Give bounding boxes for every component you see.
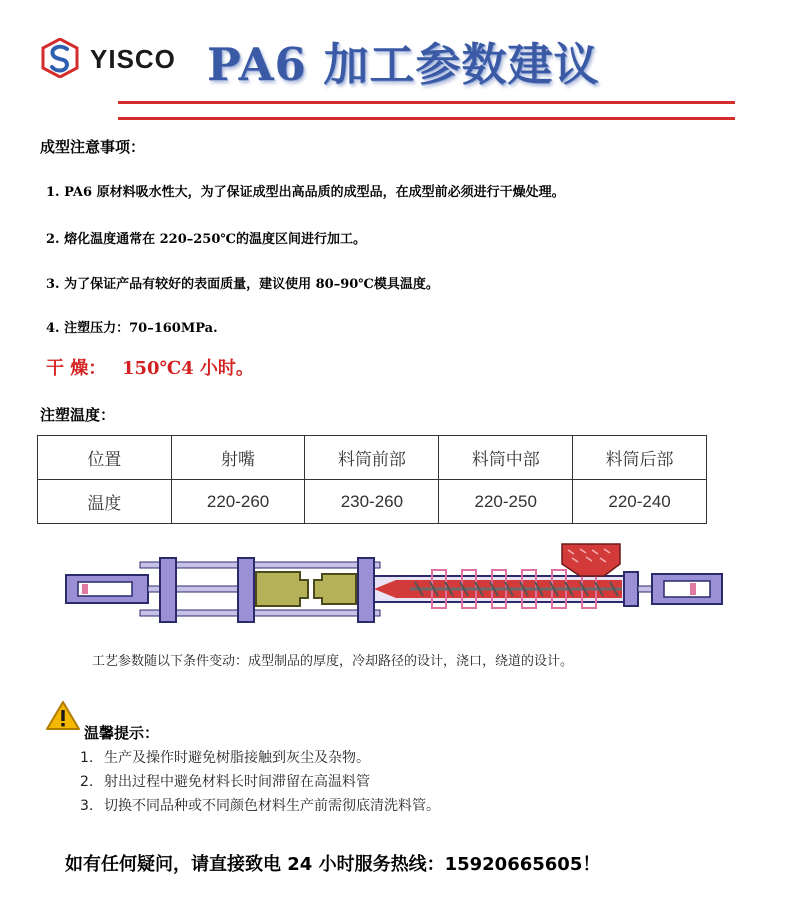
table-cell: 料筒前部 (305, 436, 439, 480)
table-cell: 料筒后部 (573, 436, 707, 480)
table-cell: 220-260 (171, 480, 305, 524)
header-divider (118, 117, 735, 120)
table-cell: 位置 (38, 436, 172, 480)
header-divider (118, 101, 735, 104)
drying-label: 干 燥： (46, 358, 107, 379)
table-cell: 射嘴 (171, 436, 305, 480)
page-title: PA6 加工参数建议 (207, 38, 600, 91)
note-item: 1. PA6 原材料吸水性大，为了保证成型出高品质的成型品，在成型前必须进行干燥处理。 (46, 185, 565, 200)
table-cell: 温度 (38, 480, 172, 524)
drying-condition (46, 354, 254, 380)
service-hotline: 如有任何疑问，请直接致电 24 小时服务热线：15920665605！ (65, 854, 601, 875)
temperature-table (37, 435, 707, 524)
tips-heading: 温馨提示： (84, 724, 160, 742)
table-cell: 料筒中部 (439, 436, 573, 480)
table-row (38, 480, 707, 524)
warning-icon (45, 700, 81, 732)
note-item: 2. 熔化温度通常在 220–250℃的温度区间进行加工。 (46, 232, 366, 247)
table-header-row (38, 436, 707, 480)
note-item: 4. 注塑压力：70–160MPa. (46, 321, 218, 336)
diagram-caption: 工艺参数随以下条件变动：成型制品的厚度，冷却路径的设计，浇口，绕道的设计。 (92, 654, 574, 669)
list-item: 2. 射出过程中避免材料长时间滞留在高温料管 (80, 774, 370, 790)
table-cell: 230-260 (305, 480, 439, 524)
temperature-heading: 注塑温度： (40, 406, 116, 424)
table-cell: 220-250 (439, 480, 573, 524)
note-item: 3. 为了保证产品有较好的表面质量，建议使用 80–90℃模具温度。 (46, 277, 439, 292)
list-item: 1. 生产及操作时避免树脂接触到灰尘及杂物。 (80, 750, 370, 766)
notes-heading: 成型注意事项： (40, 138, 146, 156)
table-cell: 220-240 (573, 480, 707, 524)
tips-list (80, 748, 440, 820)
brand-name: YISCO (90, 44, 176, 74)
injection-molding-machine-icon (60, 540, 730, 640)
drying-value: 150℃4 小时。 (122, 358, 254, 379)
list-item: 3. 切换不同品种或不同颜色材料生产前需彻底清洗料管。 (80, 798, 440, 814)
yisco-logo-icon (40, 38, 80, 78)
